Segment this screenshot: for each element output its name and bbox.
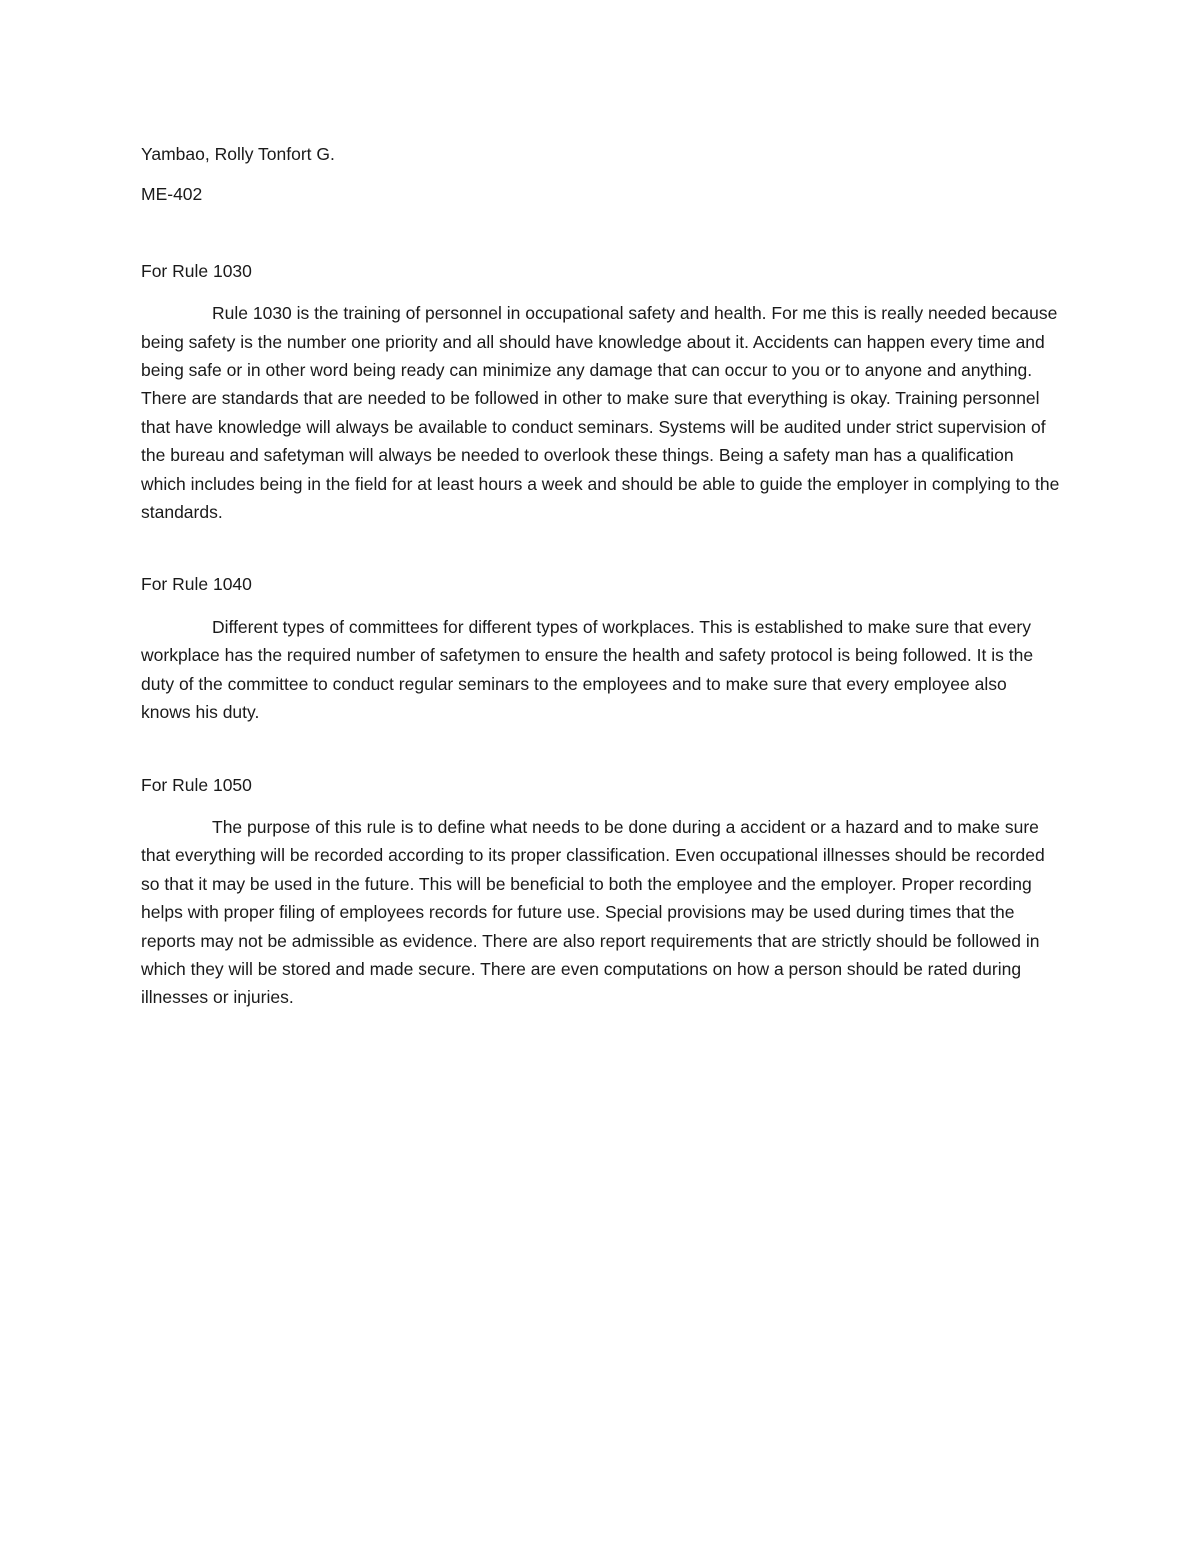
section-heading: For Rule 1030 — [141, 260, 252, 281]
course-code: ME-402 — [141, 184, 203, 205]
author-name: Yambao, Rolly Tonfort G. — [141, 144, 335, 164]
section-heading: For Rule 1040 — [141, 574, 252, 595]
section-rule-1030 — [141, 257, 1061, 527]
section-rule-1040 — [141, 570, 1061, 726]
document-content — [141, 140, 1061, 1056]
section-paragraph: The purpose of this rule is to define what needs to be done during a accident or a hazard and to make sure that everything will be recorded according to its proper classification. Even occupational illnesses should be recorded so that it may be used in the future. This will be beneficial to both the employee and the employer. Proper recording helps with proper filing of employees records for future use. Special provisions may be used during times that the reports may not be admissible as evidence. There are also report requirements that are strictly should be followed in which they will be stored and made secure. There are even computations on how a person should be rated during illnesses or injuries. — [141, 816, 1045, 1008]
section-rule-1050 — [141, 771, 1061, 1012]
section-paragraph: Rule 1030 is the training of personnel in occupational safety and health. For me this is really needed because being safety is the number one priority and all should have knowledge about it. Accidents can happen every time and being safe or in other word being ready can minimize any damage that can occur to you or to anyone and anything. There are standards that are needed to be followed in other to make sure that everything is okay. Training personnel that have knowledge will always be available to conduct seminars. Systems will be audited under strict supervision of the bureau and safetyman will always be needed to overlook these things. Being a safety man has a qualification which includes being in the field for at least hours a week and should be able to guide the employer in complying to the standards. — [141, 303, 1060, 523]
section-heading: For Rule 1050 — [141, 774, 252, 795]
section-paragraph: Different types of committees for different types of workplaces. This is established to make sure that every workplace has the required number of safetymen to ensure the health and safety protocol is being followed. It is the duty of the committee to conduct regular seminars to the employees and to make sure that every employee also knows his duty. — [141, 616, 1034, 723]
